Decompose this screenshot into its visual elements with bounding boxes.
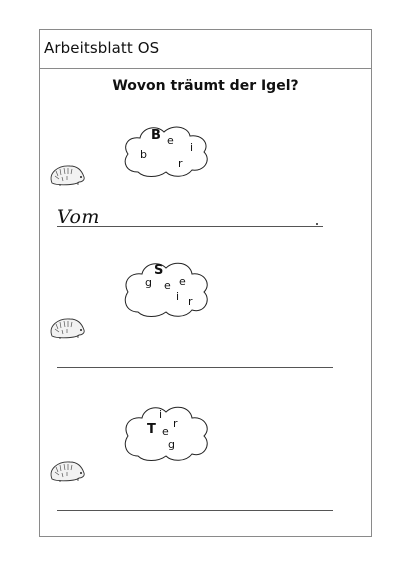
cloud-letter: e: [167, 134, 174, 147]
worksheet-title: Arbeitsblatt OS: [44, 39, 160, 57]
cloud-letter: r: [178, 157, 183, 170]
cloud-letter: e: [162, 425, 169, 438]
cloud-letter: i: [176, 290, 180, 303]
cloud-letter: i: [190, 141, 194, 154]
answer-line[interactable]: [57, 510, 333, 511]
cloud-letter: r: [173, 417, 178, 430]
cloud-letter: g: [145, 276, 152, 289]
answer-line[interactable]: [57, 226, 323, 227]
thought-cloud-icon: [120, 122, 212, 178]
thought-cloud-icon: [120, 258, 212, 318]
cloud-letter: S: [154, 263, 164, 278]
answer-line[interactable]: [57, 367, 333, 368]
cloud-letter: i: [159, 408, 163, 421]
start-word: Vom: [57, 206, 100, 228]
hedgehog-icon: [48, 316, 86, 340]
hedgehog-icon: [48, 163, 86, 187]
cloud-letter: g: [168, 438, 175, 451]
question-heading: Wovon träumt der Igel?: [112, 78, 299, 94]
cloud-letter: r: [188, 295, 193, 308]
cloud-letter: B: [151, 128, 161, 143]
cloud-letter: e: [179, 275, 186, 288]
hedgehog-icon: [48, 459, 86, 483]
cloud-letter: e: [164, 279, 171, 292]
cloud-letter: T: [147, 422, 156, 437]
header-bar: [40, 30, 371, 69]
sentence-period: [316, 223, 318, 225]
thought-cloud-icon: [120, 402, 212, 462]
cloud-letter: b: [140, 148, 147, 161]
